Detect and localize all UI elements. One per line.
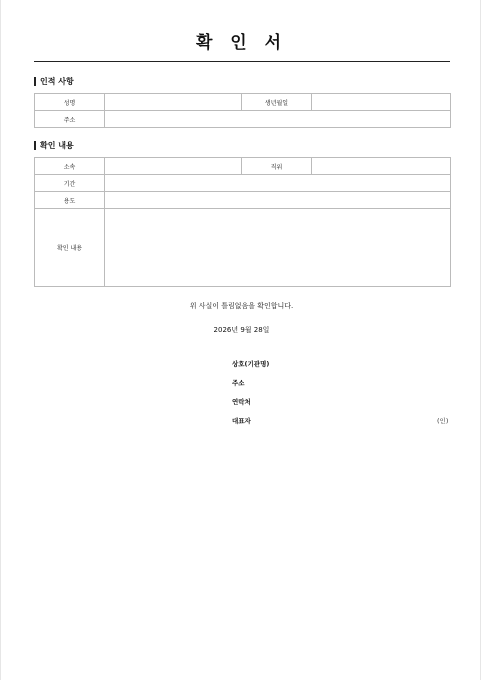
title-divider xyxy=(34,61,450,62)
table-row xyxy=(35,111,451,128)
table-row xyxy=(35,192,451,209)
position-field[interactable] xyxy=(312,158,451,175)
position-label: 직위 xyxy=(242,158,312,175)
sign-address-label: 주소 xyxy=(232,379,245,387)
seal-mark: (인) xyxy=(437,417,449,425)
confirmation-table xyxy=(34,157,451,287)
name-field[interactable] xyxy=(105,94,242,111)
birth-label: 생년월일 xyxy=(242,94,312,111)
name-label: 성명 xyxy=(35,94,105,111)
address-label: 주소 xyxy=(35,111,105,128)
table-row xyxy=(35,158,451,175)
section-personal-heading xyxy=(34,76,74,87)
representative-label: 대표자 xyxy=(232,417,251,425)
statement-text: 위 사실이 틀림없음을 확인합니다. xyxy=(189,302,294,310)
purpose-field[interactable] xyxy=(105,192,451,209)
company-label: 상호(기관명) xyxy=(232,360,270,368)
content-field[interactable] xyxy=(105,209,451,287)
document-title: 확 인 서 xyxy=(195,33,288,53)
section-content-label: 확인 내용 xyxy=(40,141,74,150)
purpose-label: 용도 xyxy=(35,192,105,209)
affiliation-label: 소속 xyxy=(35,158,105,175)
content-label: 확인 내용 xyxy=(35,209,105,287)
period-field[interactable] xyxy=(105,175,451,192)
table-row xyxy=(35,209,451,287)
period-label: 기간 xyxy=(35,175,105,192)
section-personal-label: 인적 사항 xyxy=(40,77,74,86)
contact-label: 연락처 xyxy=(232,398,251,406)
section-marker-icon xyxy=(34,141,36,150)
address-field[interactable] xyxy=(105,111,451,128)
birth-field[interactable] xyxy=(312,94,451,111)
table-row xyxy=(35,94,451,111)
date-text: 2026년 9월 28일 xyxy=(213,326,270,334)
affiliation-field[interactable] xyxy=(105,158,242,175)
section-content-heading xyxy=(34,140,74,151)
personal-info-table xyxy=(34,93,451,128)
table-row xyxy=(35,175,451,192)
section-marker-icon xyxy=(34,77,36,86)
